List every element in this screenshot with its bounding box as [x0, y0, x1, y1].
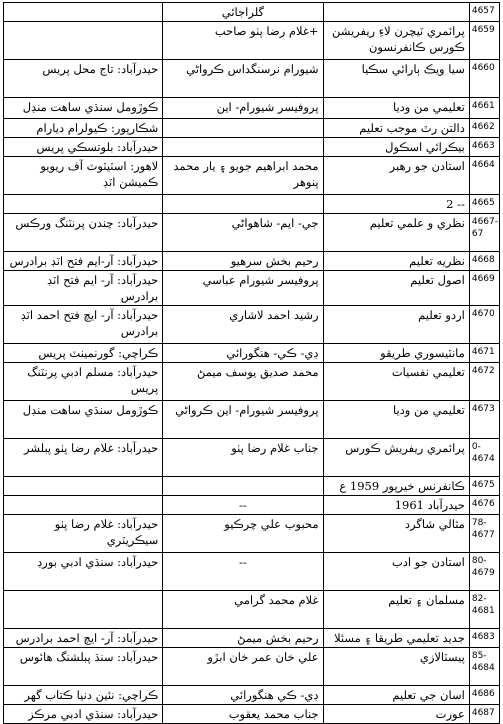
table-row — [4, 157, 500, 195]
title-cell: پيسٽالازي — [323, 648, 469, 686]
publisher-cell: لاهور: اسٽيٽوٽ آف ريويو ڪميشن اٽڊ — [4, 157, 163, 195]
entry-number: 4687 — [469, 705, 499, 724]
title-cell: پرائمري ٽيچرن لاءِ ريفريشن ڪورس ڪانفرنسون — [323, 22, 469, 60]
table-row — [4, 119, 500, 138]
publisher-cell: ڪوڙومل سنڌي ساهت منڊل — [4, 98, 163, 119]
table-row — [4, 344, 500, 363]
table-row — [4, 252, 500, 271]
entry-number: 4675 — [469, 477, 499, 496]
publisher-cell: حيدرآباد: آر-ايم فتح اٽڊ برادرس — [4, 252, 163, 271]
publisher-cell: ڪوڙومل سنڌي ساهت منڊل — [4, 401, 163, 439]
table-row — [4, 214, 500, 252]
author-cell: رحيم بخش ميمڻ — [163, 629, 323, 648]
title-cell: مانٽيسوري طريقو — [323, 344, 469, 363]
title-cell: اردو تعليم — [323, 306, 469, 344]
table-row — [4, 363, 500, 401]
entry-number: 4676 — [469, 496, 499, 515]
title-cell: دالتن رٿ موجب تعليم — [323, 119, 469, 138]
table-row — [4, 138, 500, 157]
entry-number: 4661 — [469, 98, 499, 119]
title-cell: مسلمان ۽ تعليم — [323, 591, 469, 629]
author-cell: +غلام رضا پٺو صاحب — [163, 22, 323, 60]
title-cell: بيڪرائي اسڪول — [323, 138, 469, 157]
title-cell: ڪانفرنس خيرپور 1959 ع — [323, 477, 469, 496]
publisher-cell: ڪراچي: گورنمينٽ پريس — [4, 344, 163, 363]
entry-number: 78-4677 — [469, 515, 499, 553]
table-row — [4, 629, 500, 648]
publisher-cell — [4, 591, 163, 629]
table-row — [4, 553, 500, 591]
title-cell: سيا ويڪ ٻارائي سڪيا — [323, 60, 469, 98]
table-row — [4, 401, 500, 439]
author-cell: رحيم بخش سرهيو — [163, 252, 323, 271]
title-cell: نظريه تعليم — [323, 252, 469, 271]
table-row — [4, 496, 500, 515]
table-row — [4, 195, 500, 214]
entry-number: 4660 — [469, 60, 499, 98]
title-cell: تعليمي نفسيات — [323, 363, 469, 401]
entry-number: 0-4674 — [469, 439, 499, 477]
author-cell: پروفيسر شيورام- اين — [163, 98, 323, 119]
title-cell: اصول تعليم — [323, 271, 469, 306]
title-cell: گلراجائي — [163, 3, 323, 22]
entry-number: 4673 — [469, 401, 499, 439]
table-row — [4, 705, 500, 724]
title-cell: استادن جو رهبر — [323, 157, 469, 195]
author-cell: شيورام نرسنگداس ڪرواڻي — [163, 60, 323, 98]
author-cell: جناب غلام رضا پٺو — [163, 439, 323, 477]
entry-number: 4672 — [469, 363, 499, 401]
entry-number: 4665 — [469, 195, 499, 214]
publisher-cell: حيدرآباد: تاج محل پريس — [4, 60, 163, 98]
publisher-cell: حيدرآباد: غلام رضا پٺو پبلشر — [4, 439, 163, 477]
publisher-cell — [4, 496, 163, 515]
catalog-table — [3, 2, 500, 724]
entry-number: 4670 — [469, 306, 499, 344]
author-cell — [163, 138, 323, 157]
publisher-cell: ڪراچي: نئين دنيا ڪتاب گهر — [4, 686, 163, 705]
author-cell: جي- ايم- شاهواڻي — [163, 214, 323, 252]
title-cell: مثالي شاگرد — [323, 515, 469, 553]
title-cell: نظري و علمي تعليم — [323, 214, 469, 252]
author-cell: محمد ابراهيم جويو ۽ يار محمد پنوهر — [163, 157, 323, 195]
author-cell: پروفيسر شيورام- اين ڪرواڻي — [163, 401, 323, 439]
author-cell: غلام محمد گرامي — [163, 591, 323, 629]
table-row — [4, 439, 500, 477]
title-cell: جديد تعليمي طريقا ۽ مسئلا — [323, 629, 469, 648]
publisher-cell: حيدرآباد: آر- ايچ احمد برادرس — [4, 629, 163, 648]
entry-number: 4662 — [469, 119, 499, 138]
entry-number: 4659 — [469, 22, 499, 60]
table-row — [4, 591, 500, 629]
table-row — [4, 22, 500, 60]
author-cell: -- — [163, 496, 323, 515]
table-row — [4, 686, 500, 705]
table-row — [4, 98, 500, 119]
publisher-cell — [4, 22, 163, 60]
author-cell: محبوب علي چرڪيو — [163, 515, 323, 553]
entry-number: 4671 — [469, 344, 499, 363]
publisher-cell: حيدرآباد: چندن پرنٽنگ ورڪس — [4, 214, 163, 252]
table-row — [4, 306, 500, 344]
table-row — [4, 648, 500, 686]
author-cell: رشيد احمد لاشاري — [163, 306, 323, 344]
entry-number: 4668 — [469, 252, 499, 271]
publisher-cell: حيدرآباد: غلام رضا پٺو سيڪريٽري — [4, 515, 163, 553]
entry-number: 4657 — [469, 3, 499, 22]
author-cell: علي خان عمر خان ابڙو — [163, 648, 323, 686]
author-cell: ڊي- ڪي- هنگورائي — [163, 344, 323, 363]
publisher-cell: حيدرآباد: سنڌي ادبي مرڪز — [4, 705, 163, 724]
title-cell: تعليمي من وديا — [323, 98, 469, 119]
table-row — [4, 3, 500, 22]
table-row — [4, 60, 500, 98]
publisher-cell: حيدرآباد: آر- ايم فتح اٽڊ برادرس — [4, 271, 163, 306]
author-cell: ڊي- ڪي هنگورائي — [163, 686, 323, 705]
publisher-cell: حيدرآباد: بلوتسڪي پريس — [4, 138, 163, 157]
author-cell — [163, 119, 323, 138]
title-cell: استادن جو ادب — [323, 553, 469, 591]
entry-number: 4667-67 — [469, 214, 499, 252]
publisher-cell: شڪارپور: ڪيولرام ديارام — [4, 119, 163, 138]
entry-number: 4686 — [469, 686, 499, 705]
title-cell: -- 2 — [323, 195, 469, 214]
title-cell: پرائمري ريفريش ڪورس — [323, 439, 469, 477]
table-row — [4, 271, 500, 306]
table-row — [4, 477, 500, 496]
entry-number: 4683 — [469, 629, 499, 648]
publisher-cell: حيدرآباد: مسلم ادبي پرنٽنگ پريس — [4, 363, 163, 401]
title-cell: تعليمي من وديا — [323, 401, 469, 439]
entry-number: 82-4681 — [469, 591, 499, 629]
publisher-cell: حيدرآباد: سنڌ پبلشنگ هائوس — [4, 648, 163, 686]
publisher-cell: حيدرآباد: سنڌي ادبي بورڊ — [4, 553, 163, 591]
entry-number: 4663 — [469, 138, 499, 157]
title-cell: عورت — [323, 705, 469, 724]
author-cell: جناب محمد يعقوب — [163, 705, 323, 724]
table-row — [4, 515, 500, 553]
entry-number: 4664 — [469, 157, 499, 195]
entry-number: 85-4684 — [469, 648, 499, 686]
entry-number: 80-4679 — [469, 553, 499, 591]
publisher-cell: حيدرآباد: آر- ايچ فتح احمد اٽڊ برادرس — [4, 306, 163, 344]
author-cell: -- — [163, 553, 323, 591]
author-cell: محمد صديق يوسف ميمڻ — [163, 363, 323, 401]
author-cell: پروفيسر شيورام عباسي — [163, 271, 323, 306]
title-cell: حيدرآباد 1961 — [323, 496, 469, 515]
title-cell: اسان جي تعليم — [323, 686, 469, 705]
entry-number: 4669 — [469, 271, 499, 306]
